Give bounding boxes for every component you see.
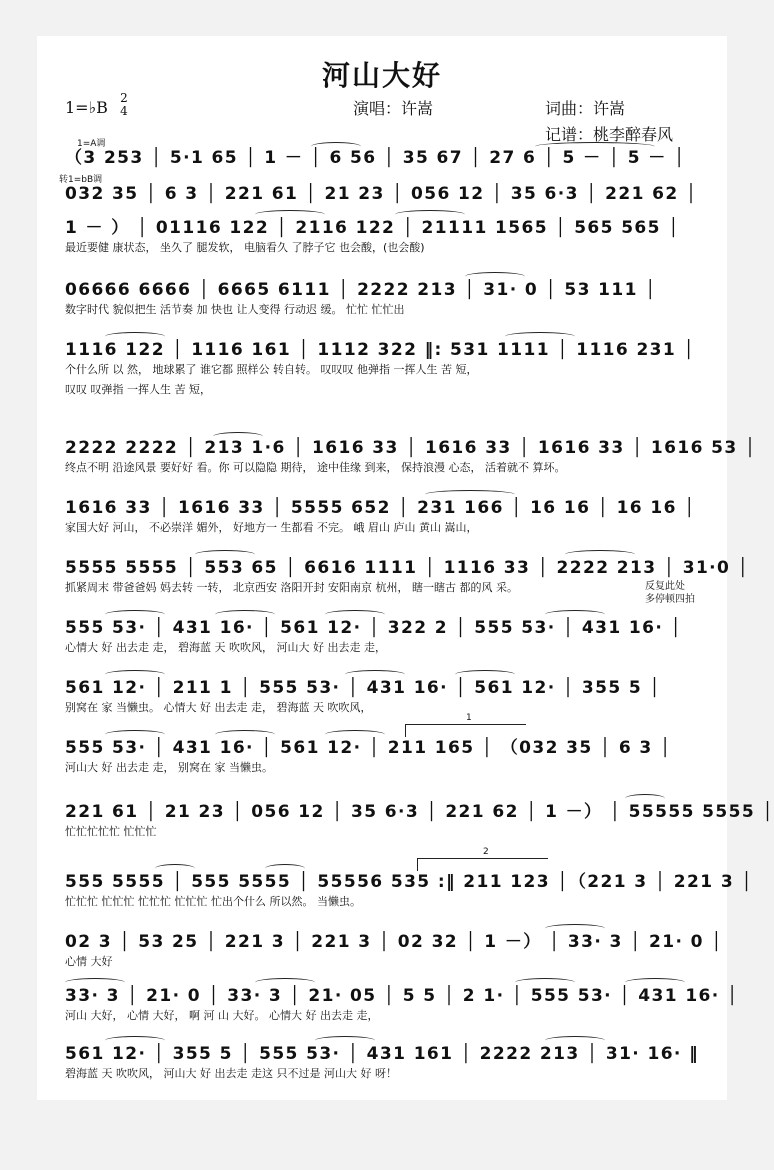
time-signature [117, 92, 131, 118]
notation-line: 1116 122 │ 1116 161 │ 1112 322 ‖: 531 1111 │ 1116 231 │ [65, 340, 696, 360]
slur [105, 1036, 165, 1045]
notation-line: 221 61 │ 21 23 │ 056 12 │ 35 6·3 │ 221 62 │ 1 －） │ 55555 5555 │ [65, 802, 774, 822]
slur [395, 210, 465, 219]
lyric-line: 心情 大好 [65, 955, 113, 968]
notation-line: 561 12· │ 355 5 │ 555 53· │ 431 161 │ 2222 213 │ 31· 16· ‖ [65, 1044, 700, 1064]
lyric-line: 心情大 好 出去走 走， 碧海蓝 天 吹吹风， 河山大 好 出去走 走， [65, 641, 386, 654]
slur [105, 332, 165, 341]
slur [215, 730, 275, 739]
time-denominator: 4 [120, 104, 128, 118]
slur [545, 924, 605, 933]
slur [265, 864, 305, 873]
time-numerator: 2 [120, 91, 128, 105]
notation-line: 032 35 │ 6 3 │ 221 61 │ 21 23 │ 056 12 │ 35 6·3 │ 221 62 │ [65, 184, 698, 204]
slur [215, 610, 275, 619]
lyric-line-second-verse: 叹叹 叹弹指 一挥人生 苦 短， [65, 383, 211, 396]
lyric-line: 个什么所 以 然， 地球累了 谁它都 照样公 转自转。 叹叹叹 他弹指 一挥人生 苦 短， [65, 363, 478, 376]
slur [455, 670, 515, 679]
notation-line: 02 3 │ 53 25 │ 221 3 │ 221 3 │ 02 32 │ 1 －） │ 33· 3 │ 21· 0 │ [65, 932, 723, 952]
slur [325, 730, 385, 739]
lyric-line: 家国大好 河山， 不必崇洋 媚外， 好地方一 生都看 不完。 峨 眉山 庐山 黄山 嵩山， [65, 521, 478, 534]
lyric-line: 忙忙忙忙忙 忙忙忙 [65, 825, 157, 838]
lyric-line: 最近要健 康状态， 坐久了 腿发软， 电脑看久 了脖子它 也会酸，(也会酸) [65, 241, 425, 254]
slur [545, 610, 605, 619]
slur [535, 142, 655, 151]
slur [545, 1036, 605, 1045]
notation-line: 5555 5555 │ 553 65 │ 6616 1111 │ 1116 33 │ 2222 213 │ 31·0 │ [65, 558, 750, 578]
notation-line: （3 253 │ 5·1 65 │ 1 － │ 6 56 │ 35 67 │ 27 6 │ 5 － │ 5 － │ [65, 148, 686, 168]
notation-line: 2222 2222 │ 213 1·6 │ 1616 33 │ 1616 33 │ 1616 33 │ 1616 53 │ [65, 438, 757, 458]
lyric-line: 河山 大好， 心情 大好， 啊 河 山 大好。 心情大 好 出去走 走， [65, 1009, 379, 1022]
slur [505, 332, 575, 341]
notation-line: 555 53· │ 431 16· │ 561 12· │ 211 165 │ （032 35 │ 6 3 │ [65, 738, 672, 758]
notation-line: 06666 6666 │ 6665 6111 │ 2222 213 │ 31· 0 │ 53 111 │ [65, 280, 657, 300]
notation-line: 555 5555 │ 555 5555 │ 55556 535 :‖ 211 123 │（221 3 │ 221 3 │ [65, 872, 753, 892]
slur [565, 550, 635, 559]
slur [105, 670, 165, 679]
lyric-line: 别窝在 家 当懒虫。 心情大 好 出去走 走， 碧海蓝 天 吹吹风， [65, 701, 372, 714]
notation-line: 555 53· │ 431 16· │ 561 12· │ 322 2 │ 555 53· │ 431 16· │ [65, 618, 683, 638]
slur [311, 142, 361, 151]
slur [105, 730, 165, 739]
slur [465, 272, 525, 281]
slur [155, 864, 195, 873]
lyricist-credit: 词曲：许嵩 [545, 99, 626, 118]
slur [213, 432, 263, 441]
slur [105, 610, 165, 619]
slur [515, 978, 575, 987]
key-note-a: 1=A调 [77, 139, 106, 149]
slur [255, 210, 325, 219]
key-signature: 1=♭B [65, 98, 108, 117]
side-note-line-2: 多停顿四拍 [645, 594, 695, 605]
side-note-line-1: 反复此处 [645, 581, 685, 592]
slur [625, 794, 665, 803]
slur [65, 978, 125, 987]
notation-line: 33· 3 │ 21· 0 │ 33· 3 │ 21· 05 │ 5 5 │ 2 1· │ 555 53· │ 431 16· │ [65, 986, 739, 1006]
notator-credit: 记谱：桃李醉春风 [545, 125, 674, 144]
first-ending-bracket: 1 [405, 724, 526, 737]
lyric-line: 忙忙忙 忙忙忙 忙忙忙 忙忙忙 忙出个什么 所以然。 当懒虫。 [65, 895, 361, 908]
score-page [37, 36, 774, 1100]
slur [625, 978, 685, 987]
slur [255, 978, 315, 987]
notation-line: 561 12· │ 211 1 │ 555 53· │ 431 16· │ 561 12· │ 355 5 │ [65, 678, 662, 698]
slur [315, 1036, 375, 1045]
slur [195, 550, 255, 559]
key-note-bb: 转1=bB调 [59, 175, 103, 185]
lyric-line: 碧海蓝 天 吹吹风， 河山大 好 出去走 走这 只不过是 河山大 好 呀！ [65, 1067, 397, 1080]
notation-line: 1 － ） │ 01116 122 │ 2116 122 │ 21111 1565 │ 565 565 │ [65, 218, 680, 238]
song-title: 河山大好 [321, 59, 442, 92]
lyric-line: 数字时代 貌似把生 活节奏 加 快也 让人变得 行动迟 缓。 忙忙 忙忙出 [65, 303, 405, 316]
lyric-line: 河山大 好 出去走 走， 别窝在 家 当懒虫。 [65, 761, 273, 774]
lyric-line: 终点不明 沿途风景 要好好 看。你 可以隐隐 期待， 途中佳缘 到来， 保持浪漫 心态， 活着就不 算坏。 [65, 461, 566, 474]
lyric-line: 抓紧周末 带爸爸妈 妈去转 一转， 北京西安 洛阳开封 安阳南京 杭州， 瞎一瞎古 都的风 采。 [65, 581, 518, 594]
singer-credit: 演唱：许嵩 [353, 99, 434, 118]
slur [345, 670, 405, 679]
second-ending-bracket: 2 [417, 858, 548, 871]
notation-line: 1616 33 │ 1616 33 │ 5555 652 │ 231 166 │ 16 16 │ 16 16 │ [65, 498, 696, 518]
slur [425, 490, 515, 499]
slur [325, 610, 385, 619]
